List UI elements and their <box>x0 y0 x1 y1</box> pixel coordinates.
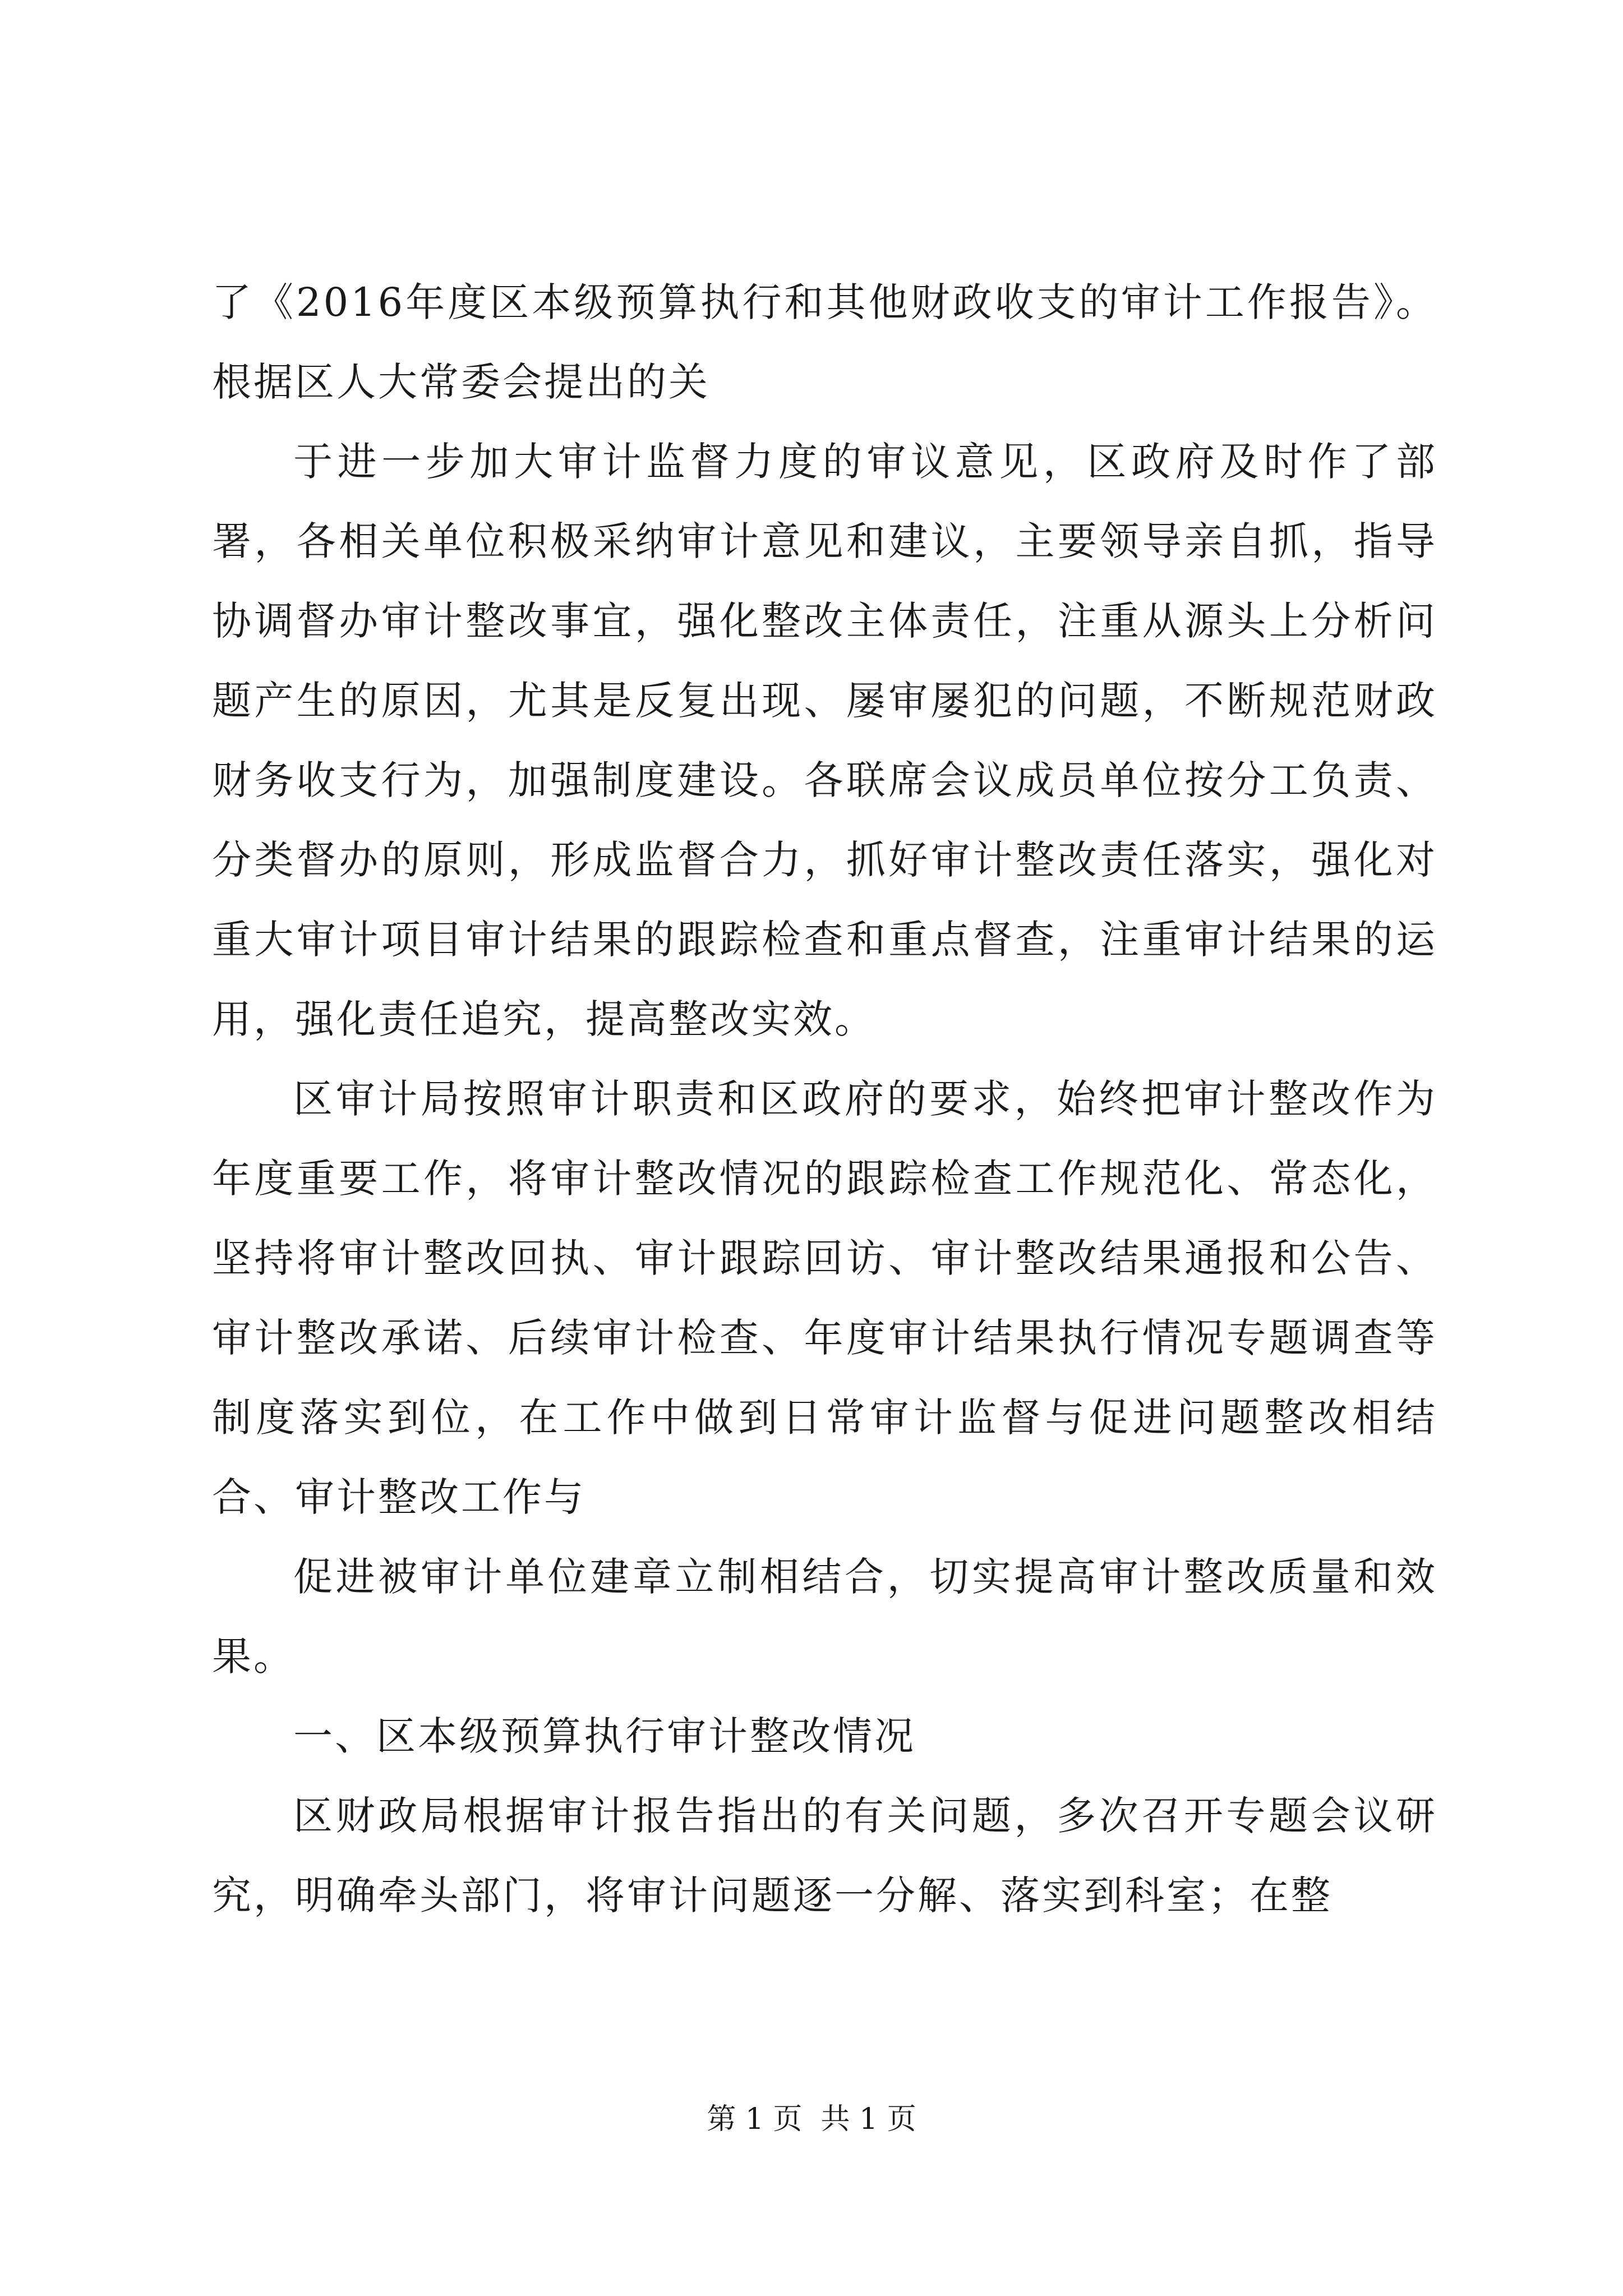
paragraph-3: 区审计局按照审计职责和区政府的要求，始终把审计整改作为年度重要工作，将审计整改情况的跟踪检查工作规范化、常态化，坚持将审计整改回执、审计跟踪回访、审计整改结果通报和公告、审计整改承诺、后续审计检查、年度审计结果执行情况专题调查等制度落实到位，在工作中做到日常审计监督与促进问题整改相结合、审计整改工作与 <box>212 1076 1437 1520</box>
paragraph-2: 于进一步加大审计监督力度的审议意见，区政府及时作了部署，各相关单位积极采纳审计意见和建议，主要领导亲自抓，指导协调督办审计整改事宜，强化整改主体责任，注重从源头上分析问题产生的原因，尤其是反复出现、屡审屡犯的问题，不断规范财政财务收支行为，加强制度建设。各联席会议成员单位按分工负责、分类督办的原则，形成监督合力，抓好审计整改责任落实，强化对重大审计项目审计结果的跟踪检查和重点督查，注重审计结果的运用，强化责任追究，提高整改实效。 <box>212 439 1437 1042</box>
page-number: 第 1 页 共 1 页 <box>707 2102 916 2136</box>
paragraph-5: 区财政局根据审计报告指出的有关问题，多次召开专题会议研究，明确牵头部门，将审计问题逐一分解、落实到科室；在整 <box>212 1793 1437 1918</box>
page-footer <box>0 2102 1623 2136</box>
section-heading-1: 一、区本级预算执行审计整改情况 <box>293 1713 916 1759</box>
document-body <box>212 263 1437 1935</box>
paragraph-1: 了《2016年度区本级预算执行和其他财政收支的审计工作报告》。根据区人大常委会提出的关 <box>212 279 1437 405</box>
paragraph-4: 促进被审计单位建章立制相结合，切实提高审计整改质量和效果。 <box>212 1554 1437 1680</box>
